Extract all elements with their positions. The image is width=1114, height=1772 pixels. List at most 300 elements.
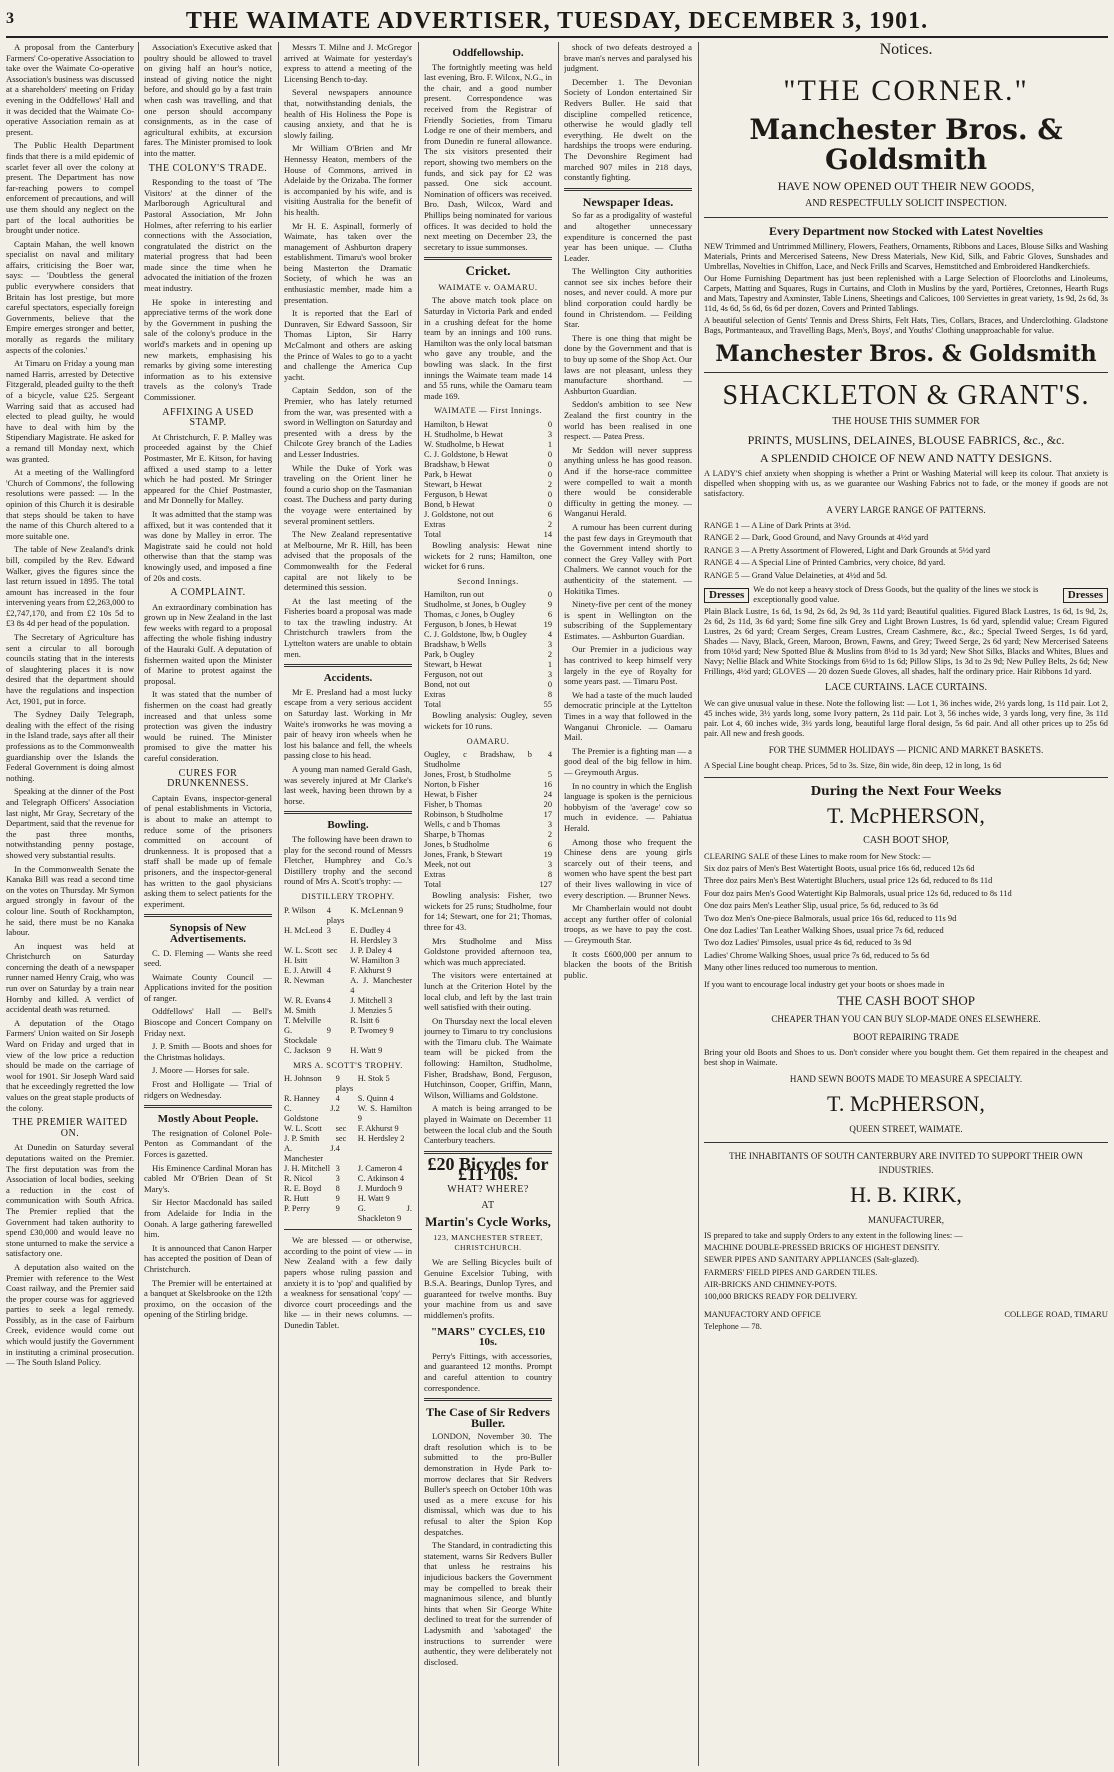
table-row <box>424 450 552 460</box>
table-cell: J. Murdoch 9 <box>357 1184 403 1194</box>
table-cell: J. P. Smith <box>284 1134 320 1144</box>
table-row <box>284 1074 412 1094</box>
section-heading-people: Mostly About People. <box>157 1113 259 1126</box>
paragraph: The Sydney Daily Telegraph, dealing with the effect of the rising in the Island trade, says after all their professions as to the Commonwealth guardianship over the Islands the Federal Government is doing almost nothing. <box>6 709 134 783</box>
shackleton-sub2: PRINTS, MUSLINS, DELAINES, BLOUSE FABRICS, &c., &c. <box>747 433 1065 447</box>
masthead <box>0 0 1114 34</box>
paragraph: Mr William O'Brien and Mr Hennessy Heaton, members of the House of Commons, arrived in Adelaide by the Orizaba. The former is accompanied by his wife, and is visiting Australia for the benefit of his health. <box>284 143 412 217</box>
sale-item: Two doz Ladies' Pimsoles, usual price 4s 6d, reduced to 3s 9d <box>704 938 912 948</box>
list-item: Waimate County Council — Applications invited for the position of ranger. <box>144 971 272 1003</box>
table-row <box>284 956 412 966</box>
table-cell: Jones, Frost, b Studholme <box>424 770 511 780</box>
subheading-scott: MRS A. SCOTT'S TROPHY. <box>293 1060 403 1070</box>
list-item: Frost and Holligate — Trial of ridgers on Wednesday. <box>144 1079 272 1100</box>
paragraph: An extraordinary combination has grown up in New Zealand in the last few weeks with regard to a proposal affecting the whole fishing industry of the Hauraki Gulf. A deputation of fishermen waited upon the Minister of Marine to protest against the proposal. <box>144 601 272 686</box>
paragraph: Mr H. E. Aspinall, formerly of Waimate, has taken over the management of Ashburton drapery establishment. Timaru's wool broker being Masterton the Dramatic Society, of which he was an enthusiastic member, made him a presentation. <box>284 220 412 305</box>
paragraph: While the Duke of York was traveling on the Orient liner he found a curio shop on the Tasmanian coast. The Duchess and party during the voyage were entertained by several prominent settlers. <box>284 462 412 526</box>
dresses-text: We do not keep a heavy stock of Dress Goods, but the quality of the lines we stock is exceptionally good value. <box>753 585 1039 605</box>
paragraph: Bowling analysis: Hewat nine wickets for 2 runs; Hamilton, one wicket for 6 runs. <box>424 540 552 572</box>
table-row <box>424 520 552 530</box>
table-cell: 8 <box>547 690 552 700</box>
paragraph: An inquest was held at Christchurch on Saturday concerning the death of a newspaper runner named Henry Craig, who was run over on Saturday by a train near Hornby and killed. A verdict of accidental death was returned. <box>6 940 134 1015</box>
paragraph: The Secretary of Agriculture has sent a circular to all borough councils stating that in the interests of slaughtering places it is now desired that the department should have the regulations and inspection Act, 1901, put in force. <box>6 632 134 706</box>
bicycle-price: £20 Bicycles for £11 10s. <box>427 1153 549 1185</box>
dresses-tag-right: Dresses <box>1063 588 1108 603</box>
table-cell: C. J. Goldstone <box>284 1104 336 1124</box>
divider <box>284 1229 412 1230</box>
paragraph: A young man named Gerald Gash, was severely injured at Mr Clarke's last week, having been thrown by a horse. <box>284 764 412 806</box>
paragraph: Association's Executive asked that poultry should be allowed to travel on giving half an hour's notice, instead of giving notice the night before, and should go by a fast train when cash was travelling, and that one person should accompany consignments, as in the case of agricultural exhibits, at excursion fares. The Minister promised to look into the matter. <box>144 42 272 158</box>
divider <box>704 372 1108 373</box>
table-cell: Park, b Hewat <box>424 470 472 479</box>
paragraph: Speaking at the dinner of the Post and Telegraph Officers' Association last night, Mr Gray, Secretary of the Department, said that the revenue for the past three months, notwithstanding penny postage, showed very substantial results. <box>6 786 134 860</box>
paragraph: On Thursday next the local eleven journey to Timaru to try conclusions with the Timaru club. The Waimate team will be picked from the following: Hamilton, Studholme, Fisher, Bradshaw, Bond, Ferguson, Hutchinson, Cooper, Griffin, Mann, Wilson, Williams and Goldstone. <box>424 1015 552 1100</box>
column-divider <box>138 42 139 1766</box>
table-row <box>424 790 552 800</box>
table-cell: Robinson, b Studholme <box>424 810 503 820</box>
paragraph: Mr Seddon will never suppress anything unless he has good reason. And if the horse-race committee were compelled to wait a month there would be considerable difficulty in getting the money. — Wanganui Herald. <box>564 444 692 519</box>
table-row <box>424 750 552 770</box>
subheading-distillery: DISTILLERY TROPHY. <box>301 891 395 901</box>
table-row <box>284 966 412 976</box>
sale-item: One doz pairs Men's Leather Slip, usual price, 5s 6d, reduced to 3s 6d <box>704 901 939 911</box>
mars-cycles: "MARS" CYCLES, £10 10s. <box>431 1325 545 1349</box>
table-cell: H. Stok 5 <box>357 1074 390 1084</box>
manchester-para1: NEW Trimmed and Untrimmed Millinery, Flowers, Feathers, Ornaments, Ribbons and Laces, Blouse Silks and Washing Materials, Prints and Mercerised Sateens, New Dress Materials, New Kid, Silk, and Fabric Gloves, Sunshades and Umbrellas, Novelties in Chiffon, Lace, and Neck Frills and Scarves, Hemstitched and Embroidered Handkerchiefs. <box>704 242 1108 271</box>
table-cell: 127 <box>539 880 552 890</box>
table-cell: 6 <box>547 840 552 850</box>
kirk-item: AIR-BRICKS AND CHIMNEY-POTS. <box>704 1279 837 1289</box>
table-row <box>284 1204 412 1224</box>
table-row <box>424 820 552 830</box>
table-row <box>424 480 552 490</box>
table-row <box>284 1144 412 1164</box>
table-cell <box>327 976 351 996</box>
table-row <box>284 906 412 926</box>
table-cell: W. Studholme, b Hewat <box>424 440 504 449</box>
column-divider <box>278 42 279 1766</box>
manchester-signature: Manchester Bros. & Goldsmith <box>715 341 1097 367</box>
paragraph: We are Selling Bicycles built of Genuine Excelsior Tubing, with B.S.A. Bearings, Dunlop Tyres, and guaranteed for twelve months. Buy your machine from us and save middlemen's profits. <box>424 1256 552 1320</box>
dresses-tag-left: Dresses <box>704 588 749 603</box>
table-cell: E. Dudley 4 <box>350 925 391 935</box>
paragraph: In no country in which the English language is spoken is the pernicious hobbyism of the 'average' cow so much in evidence. — Pahiatua Herald. <box>564 780 692 833</box>
list-item: J. Moore — Horses for sale. <box>152 1065 250 1076</box>
table-row <box>424 490 552 500</box>
column-5 <box>564 42 692 1766</box>
table-cell: Jones, Frank, b Stewart <box>424 850 503 860</box>
repair-text: Bring your old Boots and Shoes to us. Don't consider where you bought them. Get them repaired in the cheapest and best shop in Waimate. <box>704 1047 1108 1067</box>
table-cell: 0 <box>547 680 552 690</box>
table-cell: H. Isitt <box>284 955 308 965</box>
table-cell: H. Studholme, b Hewat <box>424 430 503 439</box>
innings1-table <box>424 420 552 540</box>
shackleton-para3: We can give unusual value in these. Note the following list: — Lot 1, 36 inches wide, 2½ yards long, 1s 11d pair. Lot 2, 45 inches wide, 3½ yards long, some Ivory pattern, 2s 11d pair. Lot 3, 56 inches wide, 3 yards long, very fine, 3s 11d pair. Lot 4, 60 inches wide, 3½ yards long, beautiful large floral design, 5s 6d pair. And all other prices up to 25s 6d pair. All new and fresh goods. <box>704 699 1108 739</box>
paragraph: At Dunedin on Saturday several deputations waited on the Premier. The first deputation was from the Association of local bodies, seeking a reduction in the cost of communication with South Africa. The Premier replied that the Government had taken authority to spend £30,000 and would leave no stone unturned to make the service a satisfactory one. <box>6 1142 134 1259</box>
corner-heading: "THE CORNER." <box>783 74 1029 107</box>
holidays-heading: FOR THE SUMMER HOLIDAYS — PICNIC AND MARKET BASKETS. <box>768 745 1044 756</box>
table-cell: Extras <box>424 520 446 529</box>
table-cell: W. S. Hamilton 9 <box>357 1104 412 1124</box>
sale-item: One doz Ladies' Tan Leather Walking Shoes, usual price 7s 6d, reduced <box>704 926 944 936</box>
table-row <box>284 1124 412 1134</box>
table-cell <box>327 1006 351 1016</box>
page-number: 3 <box>6 10 14 27</box>
sale-item: Six doz pairs of Men's Best Watertight Boots, usual price 16s 6d, reduced 12s 6d <box>704 864 975 874</box>
paragraph: It is announced that Canon Harper has accepted the position of Dean of Christchurch. <box>144 1242 272 1274</box>
paragraph: The visitors were entertained at lunch at the Criterion Hotel by the local club, and left by the last train well satisfied with their outing. <box>424 970 552 1013</box>
table-row <box>424 600 552 610</box>
kirk-office: MANUFACTORY AND OFFICE <box>704 1308 821 1319</box>
paragraph: The following have been drawn to play for the second round of Messrs Fletcher, Humphrey and Co.'s Distillery trophy and the second round of Mrs A. Scott's trophy: — <box>284 833 412 887</box>
paragraph: The fortnightly meeting was held last evening, Bro. F. Wilcox, N.G., in the chair, and a good number present. Correspondence was received from the Registrar of Friendly Societies, from Timaru Lodge re one of their members, and from Dunedin re funeral allowance. The six visitors presented their report, showing two members on the funds, and sick pay for £2 was passed. One sick account. Nomination of officers was received. Bro. Dash, Wilcox, Ward and Phillips being nominated for various offices. It was decided to hold the next meeting on December 23, the secretary to issue summonses. <box>424 61 552 252</box>
table-cell <box>284 936 327 946</box>
divider <box>704 777 1108 778</box>
table-cell: A. J. Manchester <box>284 1144 336 1164</box>
divider <box>704 217 1108 218</box>
mcpherson-clearing: CLEARING SALE of these Lines to make room for New Stock: — <box>704 852 931 862</box>
table-cell: Sharpe, b Thomas <box>424 830 485 840</box>
shackleton-sub1: THE HOUSE THIS SUMMER FOR <box>832 416 980 427</box>
paragraph: At a meeting of the Wallingford 'Church of Commons', the following resolutions were passed: — In the opinion of this Church it is desirable that steps should be taken to have the name of this Church altered to a more suitable one. <box>6 467 134 541</box>
table-cell: 3 <box>326 925 331 935</box>
paragraph: The Premier is a fighting man — a good deal of the big fellow in him. — Greymouth Argus. <box>564 745 692 777</box>
shackleton-range-head: A VERY LARGE RANGE OF PATTERNS. <box>826 505 986 515</box>
table-cell: 9 <box>547 600 552 610</box>
table-row <box>284 1026 412 1046</box>
manchester-sub1: HAVE NOW OPENED OUT THEIR NEW GOODS, <box>777 179 1035 193</box>
notices-title: Notices. <box>879 42 933 58</box>
range-item: RANGE 2 — Dark, Good Ground, and Navy Grounds at 4½d yard <box>704 533 929 543</box>
handsewn: HAND SEWN BOOTS MADE TO MEASURE A SPECIALTY. <box>789 1073 1023 1084</box>
paragraph: It was admitted that the stamp was affixed, but it was contended that it was done by Malley in error. The Magistrate said he could not hold otherwise than that the stamp was knowingly used, and imposed a fine of 20s and costs. <box>144 508 272 583</box>
table-row <box>424 500 552 510</box>
section-heading-cricket: Cricket. <box>465 263 511 279</box>
table-row <box>284 1194 412 1204</box>
paragraph: At Christchurch, F. P. Malley was proceeded against by the Chief Postmaster, Mr E. Kitson, for having affixed a used stamp to a letter which he had posted. Mr Stringer appeared for the Chief Postmaster, and Mr Donnelly for Malley. <box>144 431 272 506</box>
dresses-banner <box>704 585 1108 605</box>
table-row <box>424 870 552 880</box>
paragraph: Mr E. Presland had a most lucky escape from a very serious accident on Saturday last. Working in Mr Waite's ironworks he was moving a pair of heavy iron wheels when he lost his balance and fell, the wheels passing close to his head. <box>284 686 412 761</box>
table-cell <box>327 956 351 966</box>
table-cell: 1 <box>547 440 552 449</box>
sale-item: Ladies' Chrome Walking Shoes, usual price 7s 6d, reduced to 5s 6d <box>704 950 930 960</box>
table-cell: 3 <box>547 640 552 650</box>
table-cell: 0 <box>547 460 552 469</box>
range-item: RANGE 4 — A Special Line of Printed Cambrics, very choice, 8d yard. <box>704 558 946 568</box>
table-cell: H. McLeod <box>284 925 323 935</box>
table-row <box>284 1164 412 1174</box>
paragraph: A deputation of the Otago Farmers' Union waited on Sir Joseph Ward on Friday and urged that in view of the low price a reduction should be made on the carriage of wool for 1901. Sir Joseph Ward said that he exceedingly regretted the low values on the great staple products of the colony. <box>6 1017 134 1113</box>
table-cell: Extras <box>424 870 446 880</box>
table-cell: 6 <box>547 610 552 620</box>
paragraph: The resignation of Colonel Pole-Penton as Commandant of the Forces is gazetted. <box>144 1127 272 1159</box>
table-cell: 8 <box>335 1184 340 1194</box>
kirk-item: SEWER PIPES AND SANITARY APPLIANCES (Salt-glazed). <box>704 1255 919 1265</box>
paragraph: Captain Seddon, son of the Premier, who has lately returned from the war, was presented with a sword in Wellington on Saturday and presented with a dress by the Chilcote Grey branch of the Ladies and Lesser Industries. <box>284 385 412 459</box>
table-cell: W. L. Scott <box>284 945 322 955</box>
table-cell: J. Menzies 5 <box>350 1005 393 1015</box>
kirk-manufacturer: MANUFACTURER, <box>867 1214 945 1225</box>
table-cell: 19 <box>543 850 552 860</box>
table-cell: C. J. Goldstone, b Hewat <box>424 450 508 459</box>
table-cell: 0 <box>547 590 552 600</box>
table-cell: 4 <box>335 1144 340 1154</box>
table-cell: 5 <box>547 770 552 780</box>
table-cell: J. Cameron 4 <box>357 1164 403 1174</box>
paragraph: Bowling analysis: Fisher, two wickets for 25 runs; Studholme, four for 14; Stewart, one for 21; Thomas, three for 43. <box>424 890 552 932</box>
table-cell: C. J. Goldstone, lbw, b Ougley <box>424 630 527 640</box>
mcpherson-shop: CASH BOOT SHOP, <box>863 835 949 847</box>
section-heading-bowling: Bowling. <box>327 819 369 832</box>
table-row <box>424 460 552 470</box>
divider <box>284 664 412 667</box>
paragraph: Mrs Studholme and Miss Goldstone provided afternoon tea, which was much appreciated. <box>424 935 552 967</box>
list-item: Oddfellows' Hall — Bell's Bioscope and Concert Company on Friday next. <box>144 1006 272 1038</box>
table-cell: W. L. Scott <box>284 1124 322 1134</box>
table-cell: 4 <box>326 995 331 1005</box>
table-cell: W. R. Evans <box>284 995 326 1005</box>
table-cell: P. Perry <box>284 1204 311 1214</box>
table-cell: R. Hanney <box>284 1094 320 1104</box>
table-row <box>424 840 552 850</box>
table-cell: 9 <box>335 1194 340 1204</box>
table-row <box>424 650 552 660</box>
shackleton-title: SHACKLETON & GRANT'S. <box>722 380 1090 411</box>
table-row <box>424 670 552 680</box>
table-row <box>424 620 552 630</box>
section-heading-accidents: Accidents. <box>323 672 373 685</box>
table-row <box>424 780 552 790</box>
lace-heading: LACE CURTAINS. LACE CURTAINS. <box>825 682 987 694</box>
table-row <box>284 1016 412 1026</box>
paragraph: In the Commonwealth Senate the Kanaka Bill was read a second time on the votes on Thursday. Mr Symon argued strongly in favour of the colour line. South of Rockhampton, he said, there must be no Kanaka labour. <box>6 863 134 938</box>
masthead-rule <box>6 36 1108 38</box>
table-cell <box>358 1144 412 1164</box>
paragraph: The table of New Zealand's drink bill, compiled by the Rev. Edward Walker, gives the figures since the last return issued in 1895. The total amount has increased in the four intervening years from £2,263,000 to £2,747,170, and from £2 10s 5d to £3 8s 4d per head of the population. <box>6 544 134 629</box>
table-row <box>424 680 552 690</box>
table-cell: 9 <box>326 1025 331 1035</box>
table-cell: H. Watt 9 <box>350 1045 383 1055</box>
table-row <box>284 1094 412 1104</box>
divider <box>284 811 412 814</box>
paragraph: A match is being arranged to be played in Waimate on December 11 between the local club and the South Canterbury teachers. <box>424 1103 552 1146</box>
mcpherson-street: QUEEN STREET, WAIMATE. <box>849 1123 963 1134</box>
paragraph: Perry's Fittings, with accessories, and guaranteed 12 months. Prompt and careful attention to country correspondence. <box>424 1350 552 1393</box>
table-row <box>424 630 552 640</box>
table-cell: 3 <box>547 430 552 439</box>
table-row <box>284 936 412 946</box>
divider <box>144 1105 272 1108</box>
table-cell: Hamilton, run out <box>424 590 484 600</box>
mcpherson-cheaper: CHEAPER THAN YOU CAN BUY SLOP-MADE ONES ELSEWHERE. <box>771 1013 1041 1024</box>
table-cell: Total <box>424 700 442 710</box>
section-heading-oddfellowship: Oddfellowship. <box>452 47 524 59</box>
paragraph: He spoke in interesting and appreciative terms of the work done by the Government in pushing the sale of the colony's produce in the world's markets and in opening up new markets, emphasising his remarks by giving some interesting information as to his extensive travels as the colony's Trade Commissioner. <box>144 296 272 402</box>
cash-boot-shop: THE CASH BOOT SHOP <box>836 992 976 1008</box>
paragraph: It is reported that the Earl of Dunraven, Sir Edward Sassoon, Sir Thomas Lipton, Sir Harry McCalmont and others are asking the Prince of Wales to go to a yacht and challenge the America Cup yacht. <box>284 308 412 382</box>
table-cell: Ferguson, b Hewat <box>424 490 488 499</box>
table-cell: Stewart, b Hewat <box>424 660 482 670</box>
table-cell: 6 <box>547 510 552 519</box>
table-cell: 14 <box>543 530 552 539</box>
shackleton-choice: A SPLENDID CHOICE OF NEW AND NATTY DESIGNS. <box>759 451 1052 465</box>
table-cell: E. J. Atwill <box>284 965 322 975</box>
table-row <box>284 1174 412 1184</box>
table-row <box>424 510 552 520</box>
table-cell: 16 <box>543 780 552 790</box>
paragraph: Several newspapers announce that, notwithstanding denials, the health of His Holiness the Pope is causing anxiety, and that he is slowly failing. <box>284 87 412 140</box>
table-cell: Ferguson, not out <box>424 670 483 680</box>
divider <box>144 914 272 917</box>
paragraph: Mr Chamberlain would not doubt accept any further offer of colonial troops, as we have to pay the cost. — Greymouth Star. <box>564 903 692 945</box>
kirk-invite: THE INHABITANTS OF SOUTH CANTERBURY ARE INVITED TO SUPPORT THEIR OWN INDUSTRIES. <box>729 1150 1083 1175</box>
paragraph: The above match took place on Saturday in Victoria Park and ended in a crushing defeat for the home team by an innings and 100 runs. Hamilton was the only local batsman who gave any trouble, and the bowling was slack. In the first innings the Waimate team made 14 and 55 runs, while the Oamaru team made 169. <box>424 295 552 401</box>
table-cell: J. H. Mitchell <box>284 1164 331 1174</box>
table-cell: G. J. Shackleton 9 <box>357 1204 412 1224</box>
section-heading-complaint: A COMPLAINT. <box>170 587 246 599</box>
divider <box>424 257 552 260</box>
table-row <box>424 810 552 820</box>
section-heading-buller: The Case of Sir Redvers Buller. <box>426 1405 550 1430</box>
table-cell: 20 <box>543 800 552 810</box>
divider <box>564 188 692 191</box>
list-item: C. D. Fleming — Wants she reed seed. <box>144 947 272 969</box>
table-row <box>424 530 552 540</box>
table-cell: 24 <box>543 790 552 800</box>
kirk-prepared: IS prepared to take and supply Orders to any extent in the following lines: — <box>704 1230 963 1240</box>
newspaper-title: THE WAIMATE ADVERTISER, TUESDAY, DECEMBER 3, 1901. <box>185 8 929 34</box>
paragraph: The Wellington City authorities cannot see six inches before their noses, and never could. A more pur blind corporation could hardly be found in Christendom. — Feilding Star. <box>564 266 692 330</box>
table-row <box>424 610 552 620</box>
table-cell: Park, b Ougley <box>424 650 475 660</box>
table-cell: S. Quinn 4 <box>357 1094 394 1104</box>
table-row <box>284 976 412 996</box>
paragraph: A rumour has been current during the past few days in Greymouth that the Government intend shortly to connect the Grey Valley with Port Chalmers. We cannot vouch for the authenticity of the statement. — Hokitika Times. <box>564 521 692 596</box>
paragraph: December 1. The Devonian Society of London entertained Sir Redvers Buller. He said that discipline compelled reticence, otherwise he would gladly tell everything. He dwelt on the hardships the troops were enduring. The Devonshire Regiment had marched 907 miles in 218 days, constantly fighting. <box>564 76 692 183</box>
paragraph: So far as a prodigality of wasteful and altogether unnecessary expenditure is concerned the past year has been unique. — Clutha Leader. <box>564 210 692 263</box>
table-cell: H. Herdsley 3 <box>350 935 398 945</box>
table-cell: 17 <box>543 810 552 820</box>
table-cell: A. J. Manchester 4 <box>350 975 412 995</box>
table-cell: 0 <box>547 450 552 459</box>
sale-item: Many other lines reduced too numerous to mention. <box>704 963 878 973</box>
paragraph: Sir Hector Macdonald has sailed from Adelaide for India in the Oonah. A large gathering farewelled him. <box>144 1197 272 1240</box>
manchester-para2: Our Home Furnishing Department has just been replenished with a Large Selection of Floorcloths and Linoleums, Carpets, Matting and Squares, Rugs in Curtains, and Cloth in Muslins by the yard, Portières, Cretonnes, Hearth Rugs and Mats, Tapestry and Axminster, Table Linens, Sheetings and Calicoes, 100 Serviettes in great variety, 1s 9d, 2s 6d, 3s 11d, 4s 6d, 5s 6d, 6s 6d per dozen, Covers and Printed Tablings. <box>704 274 1108 313</box>
table-row <box>424 800 552 810</box>
kirk-item: MACHINE DOUBLE-PRESSED BRICKS OF HIGHEST DENSITY. <box>704 1242 940 1252</box>
table-cell: 1 <box>547 660 552 670</box>
table-cell: 0 <box>547 420 552 429</box>
table-cell: P. Twomey 9 <box>350 1025 394 1035</box>
table-cell: sec <box>335 1134 347 1144</box>
table-cell: 4 <box>335 1094 340 1104</box>
mcpherson-during: During the Next Four Weeks <box>810 784 1002 799</box>
table-cell: 3 <box>547 670 552 680</box>
table-cell: Thomas, c Jones, b Ougley <box>424 610 515 620</box>
table-cell: Stewart, b Hewat <box>424 480 482 489</box>
table-cell: 4 <box>547 630 552 640</box>
sale-item: Four doz pairs Men's Good Watertight Kip Balmorals, usual price 12s 6d, reduced to 8s 11d <box>704 888 1012 898</box>
table-row <box>424 430 552 440</box>
section-heading-trade: THE COLONY'S TRADE. <box>148 162 268 174</box>
table-cell <box>327 936 351 946</box>
divider <box>424 1398 552 1401</box>
mcpherson-want: If you want to encourage local industry get your boots or shoes made in <box>704 979 945 989</box>
table-cell: Extras <box>424 690 446 700</box>
table-row <box>284 1006 412 1016</box>
table-row <box>284 1104 412 1124</box>
notices-column <box>704 42 1108 1766</box>
bicycle-advertisement <box>424 1153 552 1393</box>
table-cell: Studholme, st Jones, b Ougley <box>424 600 526 610</box>
table-cell: Total <box>424 880 442 890</box>
kirk-name: H. B. KIRK, <box>850 1181 962 1207</box>
kirk-item: 100,000 BRICKS READY FOR DELIVERY. <box>704 1292 858 1302</box>
table-cell: 2 <box>547 650 552 660</box>
repair-heading: BOOT REPAIRING TRADE <box>853 1031 959 1042</box>
table-row <box>424 440 552 450</box>
table-cell: R. Nicol <box>284 1174 313 1184</box>
bicycle-question: WHAT? WHERE? <box>447 1184 529 1195</box>
table-row <box>284 1184 412 1194</box>
paragraph: His Eminence Cardinal Moran has cabled Mr O'Brien Dean of St Mary's. <box>144 1162 272 1194</box>
table-row <box>284 1134 412 1144</box>
mcpherson-name-2: T. McPHERSON, <box>827 1090 985 1116</box>
oamaru-table <box>424 750 552 890</box>
column-3 <box>284 42 412 1766</box>
paragraph: Captain Mahan, the well known specialist on naval and military affairs, criticising the Boer war, says: — 'Doubtless the general public everywhere considers that Britain has lost prestige, but more careful spectators, especially foreign Governments, believe that the Empire emerges stronger and better, morally as regards the military aspects of the colonies.' <box>6 238 134 355</box>
table-cell: Norton, b Fisher <box>424 780 480 790</box>
table-cell: Hamilton, b Hewat <box>424 420 488 429</box>
kirk-footer <box>704 1309 1108 1320</box>
sale-item: Two doz Men's One-piece Balmorals, usual price 16s 6d, reduced to 11s 9d <box>704 913 957 923</box>
col1-paragraphs <box>6 42 134 1113</box>
bicycle-at: AT <box>481 1199 495 1211</box>
paragraph: shock of two defeats destroyed a brave man's nerves and paralysed his judgment. <box>564 42 692 74</box>
baskets-text: A Special Line bought cheap. Prices, 5d to 3s. Size, 8in wide, 8in deep, 12 in long, 1s 6d <box>704 761 1002 771</box>
bicycle-address: 123, MANCHESTER STREET, CHRISTCHURCH. <box>433 1232 543 1253</box>
paragraph: Messrs T. Milne and J. McGregor arrived at Waimate for yesterday's express to attend a meeting of the Licensing Bench to-day. <box>284 42 412 84</box>
paragraph: Bowling analysis: Ougley, seven wickets for 10 runs. <box>424 710 552 731</box>
bicycle-shop-name: Martin's Cycle Works, <box>425 1214 551 1230</box>
table-row <box>424 470 552 480</box>
mcpherson-name: T. McPHERSON, <box>827 803 985 829</box>
table-cell: R. Newman <box>284 975 325 985</box>
table-cell: Ferguson, b Jones, b Hewat <box>424 620 517 630</box>
column-4 <box>424 42 552 1766</box>
table-cell: 3 <box>335 1164 340 1174</box>
table-row <box>424 420 552 430</box>
table-cell: 19 <box>543 620 552 630</box>
table-cell: J. Mitchell 3 <box>350 995 393 1005</box>
table-row <box>424 770 552 780</box>
table-cell: Total <box>424 530 442 539</box>
manchester-every: Every Department now Stocked with Latest Novelties <box>769 224 1043 238</box>
table-row <box>284 1046 412 1056</box>
table-row <box>424 640 552 650</box>
table-cell: C. Atkinson 4 <box>357 1174 405 1184</box>
table-cell: 3 <box>547 860 552 870</box>
kirk-item: FARMERS' FIELD PIPES AND GARDEN TILES. <box>704 1267 878 1277</box>
table-cell: R. E. Boyd <box>284 1184 322 1194</box>
subheading-innings2: Second Innings. <box>457 576 519 586</box>
table-row <box>284 946 412 956</box>
table-row <box>424 830 552 840</box>
table-cell: 0 <box>547 490 552 499</box>
paragraph: At the last meeting of the Fisheries board a proposal was made to tax the trawling industry. At Christchurch trawlers from the Lyttelton waters are unable to obtain men. <box>284 595 412 659</box>
table-row <box>424 590 552 600</box>
